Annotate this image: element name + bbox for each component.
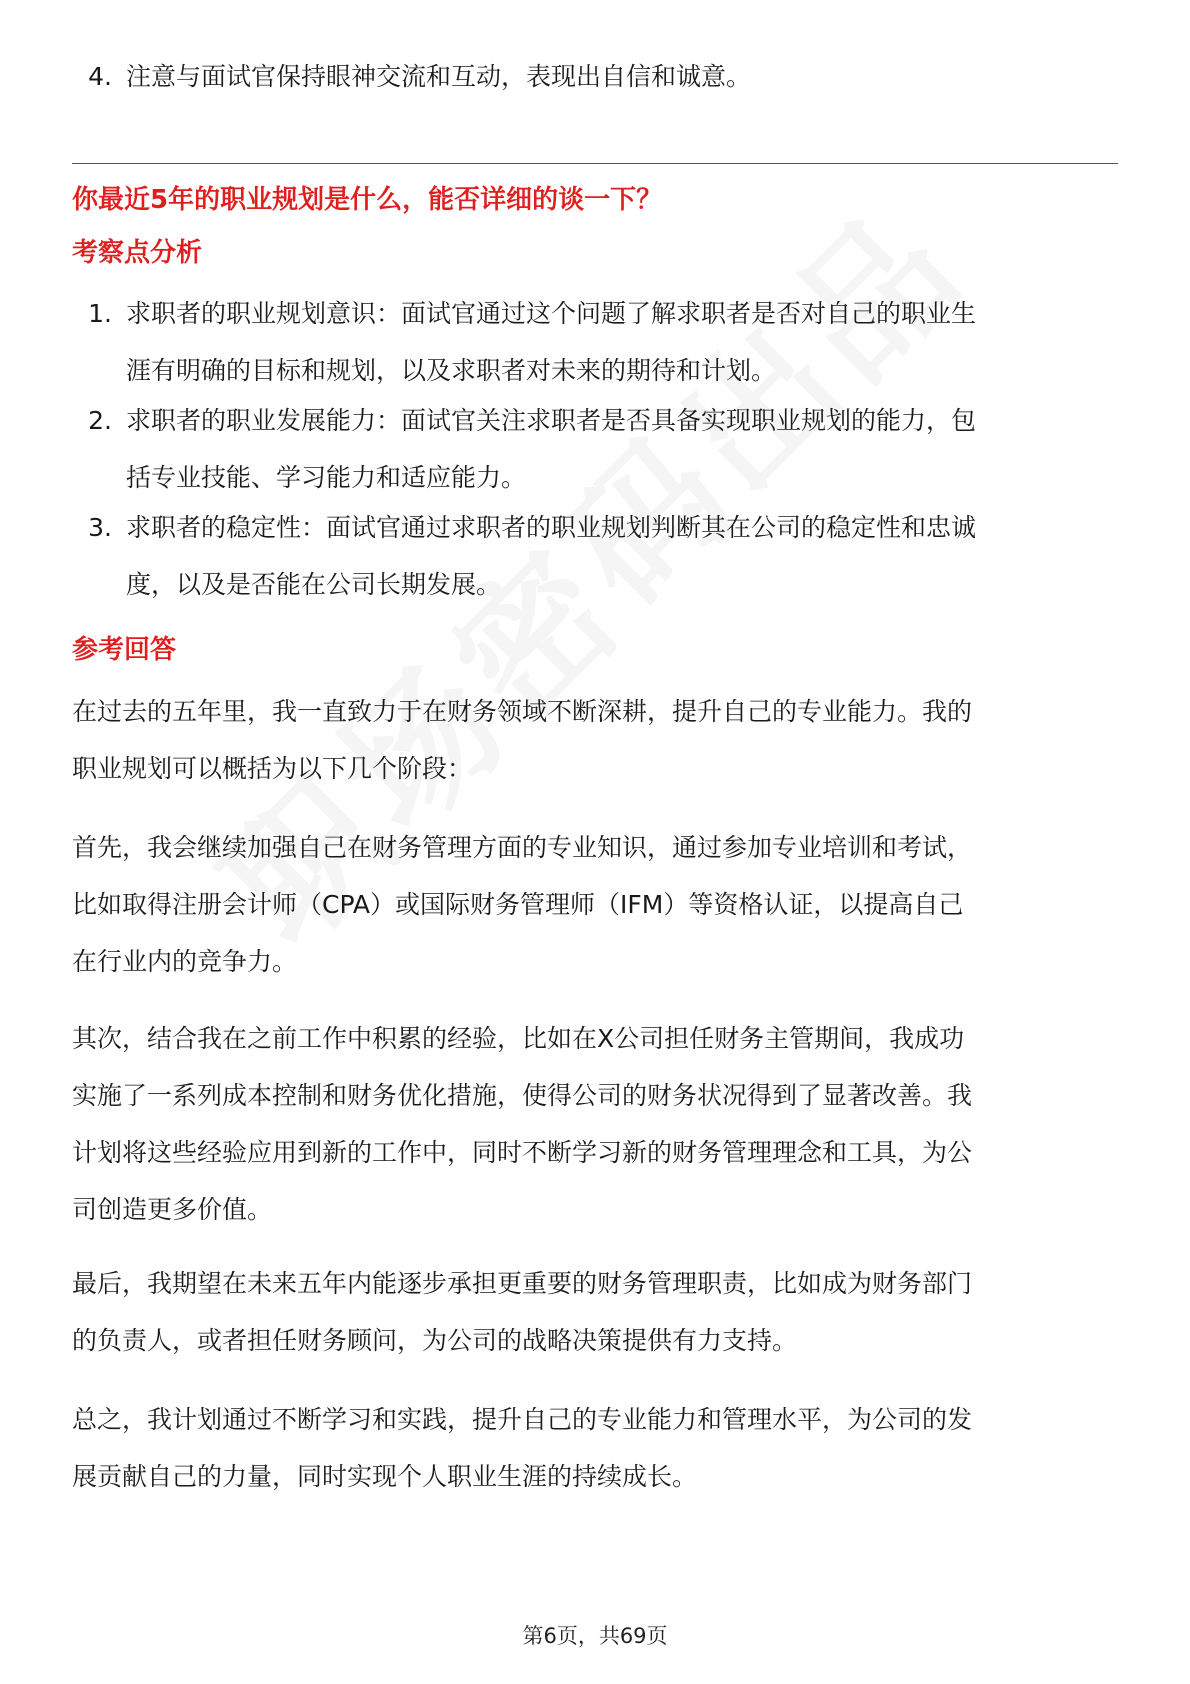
page-footer: 第6页，共69页 [522, 1624, 668, 1648]
list-number: 1. [88, 299, 112, 328]
answer-paragraph: 在过去的五年里，我一直致力于在财务领域不断深耕，提升自己的专业能力。我的 职业规划可以概括为以下几个阶段： [72, 697, 973, 783]
list-text: 求职者的职业发展能力：面试官关注求职者是否具备实现职业规划的能力，包 括专业技能、学习能力和适应能力。 [126, 406, 977, 492]
list-number: 4. [88, 62, 112, 91]
list-text: 注意与面试官保持眼神交流和互动，表现出自信和诚意。 [126, 62, 752, 91]
list-text: 求职者的职业规划意识：面试官通过这个问题了解求职者是否对自己的职业生 涯有明确的目标和规划，以及求职者对未来的期待和计划。 [126, 299, 977, 385]
list-number: 3. [88, 513, 112, 542]
question-title: 你最近5年的职业规划是什么，能否详细的谈一下？ [72, 185, 663, 215]
list-text: 求职者的稳定性：面试官通过求职者的职业规划判断其在公司的稳定性和忠诚 度，以及是否能在公司长期发展。 [126, 513, 977, 599]
answer-paragraph: 最后，我期望在未来五年内能逐步承担更重要的财务管理职责，比如成为财务部门 的负责人，或者担任财务顾问，为公司的战略决策提供有力支持。 [72, 1269, 973, 1355]
list-number: 2. [88, 406, 112, 435]
answer-paragraph: 首先，我会继续加强自己在财务管理方面的专业知识，通过参加专业培训和考试， 比如取得注册会计师（CPA）或国际财务管理师（IFM）等资格认证，以提高自己 在行业内的竞争力。 [72, 833, 973, 976]
answer-paragraph: 总之，我计划通过不断学习和实践，提升自己的专业能力和管理水平，为公司的发 展贡献自己的力量，同时实现个人职业生涯的持续成长。 [72, 1405, 973, 1491]
section-divider [72, 163, 1118, 164]
answer-paragraph: 其次，结合我在之前工作中积累的经验，比如在X公司担任财务主管期间，我成功 实施了一系列成本控制和财务优化措施，使得公司的财务状况得到了显著改善。我 计划将这些经验应用到新的工作中，同时不断学习新的财务管理理念和工具，为公 司创造更多价值。 [72, 1024, 973, 1224]
analysis-heading: 考察点分析 [72, 238, 203, 268]
answer-heading: 参考回答 [72, 635, 177, 665]
